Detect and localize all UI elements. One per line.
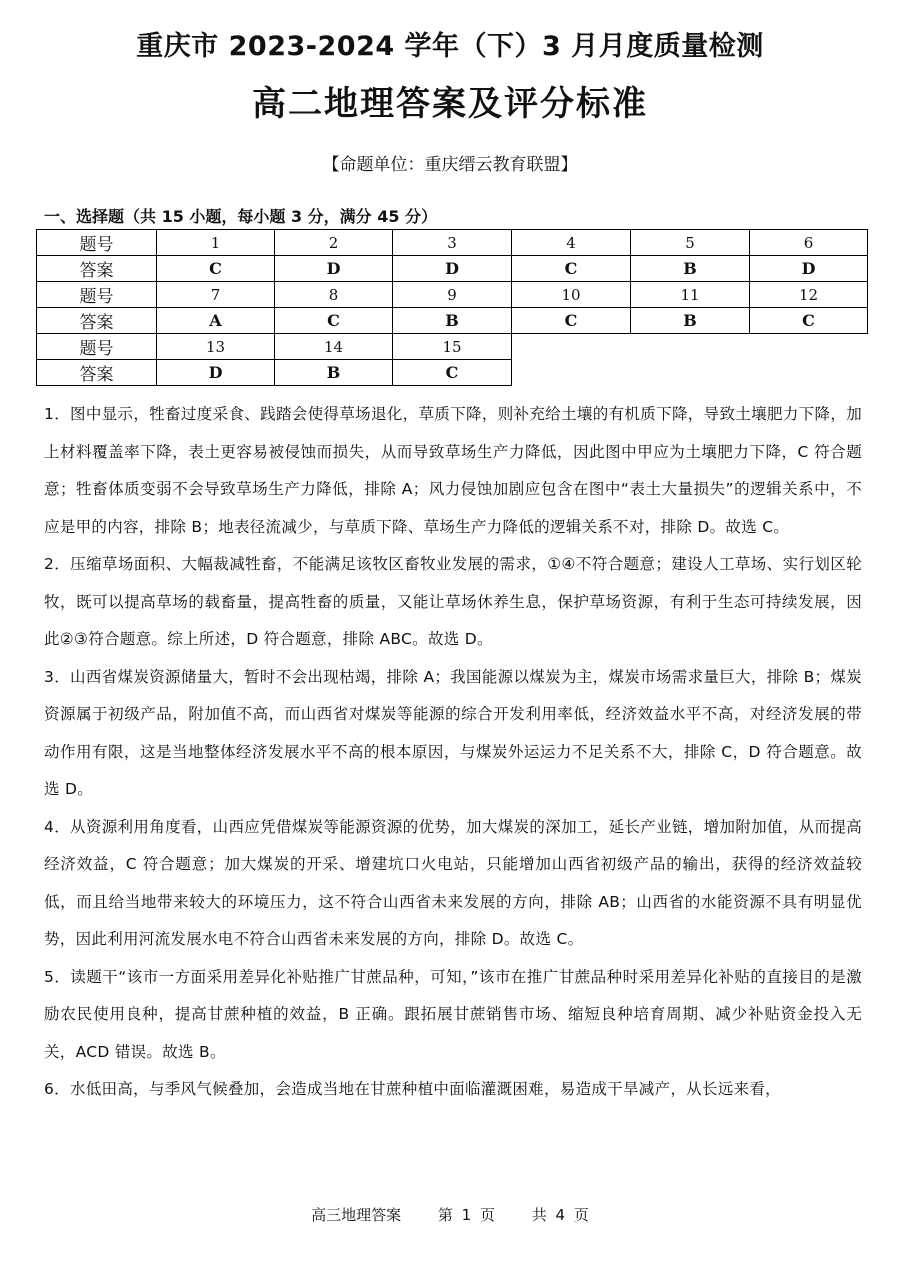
explanation-paragraph: 6．水低田高，与季风气候叠加，会造成当地在甘蔗种植中面临灌溉困难，易造成干旱减产，从长远来看， <box>44 1080 781 1098</box>
answer-label: 答案 <box>37 256 157 282</box>
question-number: 15 <box>393 334 512 360</box>
footer-page-total: 共 4 页 <box>531 1206 589 1224</box>
question-label: 题号 <box>37 334 157 360</box>
question-label: 题号 <box>37 282 157 308</box>
answer-cell: B <box>275 360 393 386</box>
answer-cell: D <box>393 256 512 282</box>
answer-cell: C <box>512 256 631 282</box>
answer-table <box>36 229 868 386</box>
answer-cell: C <box>750 308 868 334</box>
question-number: 12 <box>750 282 868 308</box>
answer-cell: B <box>393 308 512 334</box>
table-row <box>37 308 868 334</box>
explanation-paragraph: 5．读题干“该市一方面采用差异化补贴推广甘蔗品种，可知，”该市在推广甘蔗品种时采用差异化补贴的直接目的是激励农民使用良种，提高甘蔗种植的效益，B 正确。跟拓展甘蔗销售市场、缩短良种培育周期、减少补贴资金投入无关，ACD 错误。故选 B。 <box>44 967 862 1061</box>
document-subtitle: 高二地理答案及评分标准 <box>252 84 648 124</box>
table-row <box>37 360 868 386</box>
document-title: 重庆市 2023-2024 学年（下）3 月月度质量检测 <box>136 31 764 62</box>
answer-cell: A <box>157 308 275 334</box>
answer-cell: D <box>157 360 275 386</box>
empty-cell <box>631 360 750 386</box>
question-number: 7 <box>157 282 275 308</box>
empty-cell <box>750 334 868 360</box>
answer-cell: B <box>631 256 750 282</box>
section-heading: 一、选择题（共 15 小题，每小题 3 分，满分 45 分） <box>44 207 438 226</box>
answer-label: 答案 <box>37 360 157 386</box>
answer-cell: D <box>750 256 868 282</box>
answer-label: 答案 <box>37 308 157 334</box>
empty-cell <box>631 334 750 360</box>
answer-cell: C <box>275 308 393 334</box>
question-number: 5 <box>631 230 750 256</box>
question-number: 8 <box>275 282 393 308</box>
question-number: 4 <box>512 230 631 256</box>
explanations <box>44 396 862 1109</box>
table-row <box>37 256 868 282</box>
question-number: 14 <box>275 334 393 360</box>
table-row <box>37 230 868 256</box>
table-row <box>37 282 868 308</box>
table-row <box>37 334 868 360</box>
empty-cell <box>750 360 868 386</box>
explanation-paragraph: 3．山西省煤炭资源储量大，暂时不会出现枯竭，排除 A；我国能源以煤炭为主，煤炭市场需求量巨大，排除 B；煤炭资源属于初级产品，附加值不高，而山西省对煤炭等能源的综合开发利用率低，经济效益水平不高，对经济发展的带动作用有限，这是当地整体经济发展水平不高的根本原因，与煤炭外运运力不足关系不大，排除 C，D 符合题意。故选 D。 <box>44 667 862 798</box>
question-number: 2 <box>275 230 393 256</box>
answer-cell: B <box>631 308 750 334</box>
footer-doc-name: 高三地理答案 <box>311 1206 402 1224</box>
explanation-paragraph: 2．压缩草场面积、大幅裁减牲畜，不能满足该牧区畜牧业发展的需求，①④不符合题意；建设人工草场、实行划区轮牧，既可以提高草场的载畜量，提高牲畜的质量，又能让草场休养生息，保护草场资源，有利于生态可持续发展，因此②③符合题意。综上所述，D 符合题意，排除 ABC。故选 D。 <box>44 555 862 648</box>
explanation-paragraph: 4．从资源利用角度看，山西应凭借煤炭等能源资源的优势，加大煤炭的深加工，延长产业链，增加附加值，从而提高经济效益，C 符合题意；加大煤炭的开采、增建坑口火电站，只能增加山西省初级产品的输出，获得的经济效益较低，而且给当地带来较大的环境压力，这不符合山西省未来发展的方向，排除 AB；山西省的水能资源不具有明显优势，因此利用河流发展水电不符合山西省未来发展的方向，排除 D。故选 C。 <box>44 817 862 948</box>
question-label: 题号 <box>37 230 157 256</box>
question-number: 13 <box>157 334 275 360</box>
answer-cell: C <box>393 360 512 386</box>
question-number: 10 <box>512 282 631 308</box>
empty-cell <box>512 334 631 360</box>
author-unit: 【命题单位：重庆缙云教育联盟】 <box>322 155 578 175</box>
empty-cell <box>512 360 631 386</box>
question-number: 6 <box>750 230 868 256</box>
question-number: 11 <box>631 282 750 308</box>
question-number: 9 <box>393 282 512 308</box>
page-footer <box>0 1204 900 1225</box>
explanation-paragraph: 1．图中显示，牲畜过度采食、践踏会使得草场退化，草质下降，则补充给土壤的有机质下降，导致土壤肥力下降，加上材料覆盖率下降，表土更容易被侵蚀而损失，从而导致草场生产力降低，因此图中甲应为土壤肥力下降，C 符合题意；牲畜体质变弱不会导致草场生产力降低，排除 A；风力侵蚀加剧应包含在图中“表土大量损失”的逻辑关系中，不应是甲的内容，排除 B；地表径流减少，与草质下降、草场生产力降低的逻辑关系不对，排除 D。故选 C。 <box>44 405 862 536</box>
footer-page-number: 第 1 页 <box>437 1206 495 1224</box>
answer-cell: C <box>512 308 631 334</box>
answer-cell: D <box>275 256 393 282</box>
question-number: 1 <box>157 230 275 256</box>
question-number: 3 <box>393 230 512 256</box>
answer-cell: C <box>157 256 275 282</box>
